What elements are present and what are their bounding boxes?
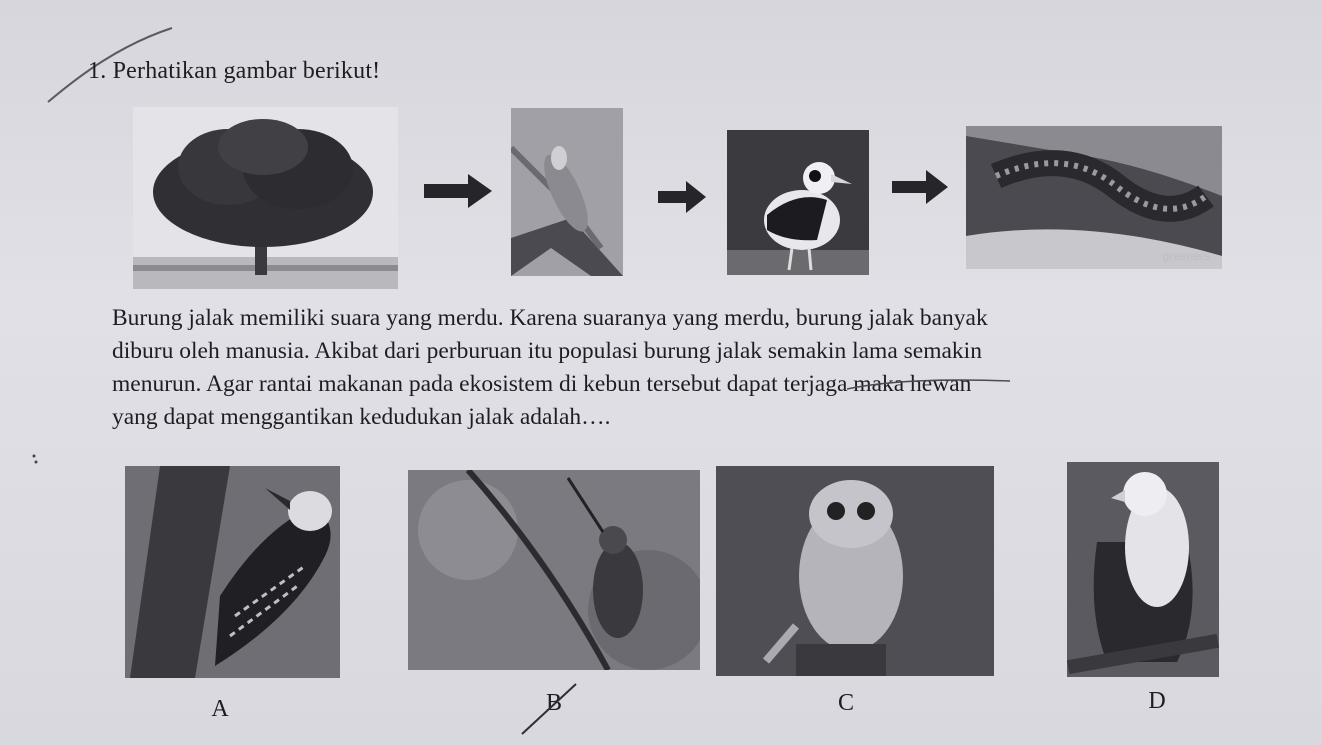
option-a-woodpecker-image[interactable] <box>125 466 340 678</box>
watermark-greeners: greeners <box>1162 249 1210 263</box>
question-instruction: Perhatikan gambar berikut! <box>112 58 381 84</box>
option-c-label[interactable]: C <box>837 690 854 716</box>
paragraph-line: menurun. Agar rantai makanan pada ekosistem di kebun tersebut dapat terjaga maka hewan <box>112 371 972 397</box>
paragraph-line: Burung jalak memiliki suara yang merdu. Karena suaranya yang merdu, burung jalak banyak <box>112 305 988 331</box>
option-b-hummingbird-image[interactable] <box>408 470 700 670</box>
question-title <box>88 58 380 85</box>
food-chain-starling-image <box>727 130 869 275</box>
option-c-owl-image[interactable] <box>716 466 994 676</box>
option-a-label[interactable]: A <box>211 696 229 722</box>
arrow-right-icon <box>424 174 492 208</box>
food-chain-tree-image <box>133 107 398 289</box>
option-d-eagle-image[interactable] <box>1067 462 1219 677</box>
question-paragraph <box>112 302 1307 434</box>
food-chain-grasshopper-image <box>511 108 623 276</box>
paragraph-line: diburu oleh manusia. Akibat dari perburuan itu populasi burung jalak semakin lama semakin <box>112 338 982 364</box>
arrow-right-icon <box>892 170 948 204</box>
stray-mark <box>30 452 40 466</box>
option-d-label[interactable]: D <box>1148 688 1166 714</box>
option-b-label[interactable]: B <box>545 690 562 716</box>
arrow-right-icon <box>658 181 706 213</box>
food-chain-snake-image <box>966 126 1222 269</box>
question-number: 1. <box>88 58 107 84</box>
paragraph-line: yang dapat menggantikan kedudukan jalak adalah…. <box>112 404 611 430</box>
